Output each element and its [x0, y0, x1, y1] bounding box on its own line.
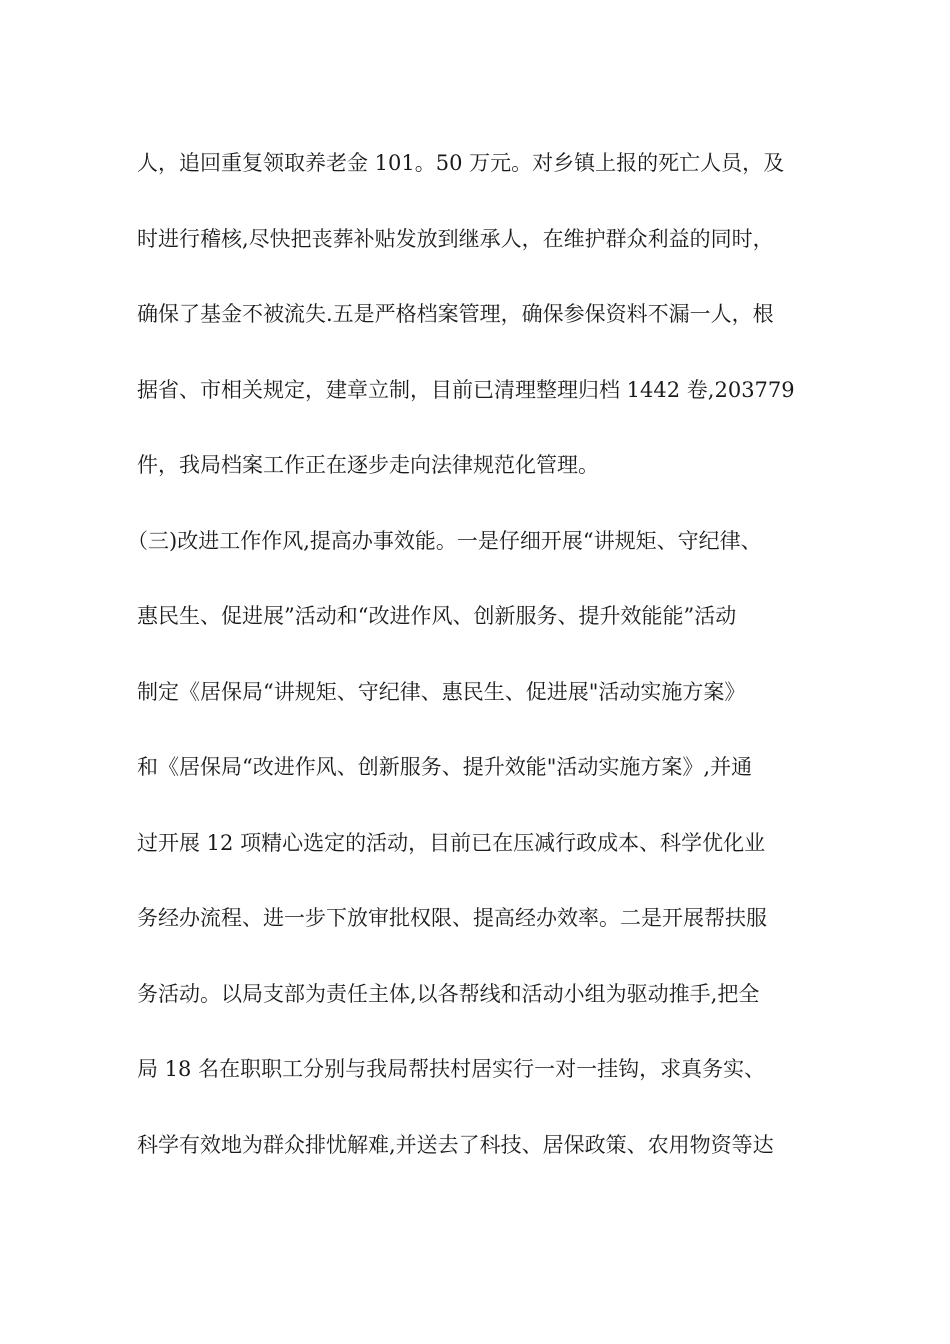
text-line: 制定《居保局“讲规矩、守纪律、惠民生、促进展"活动实施方案》: [137, 679, 746, 704]
text-line: 科学有效地为群众排忧解难,并送去了科技、居保政策、农用物资等达: [137, 1132, 774, 1157]
body-text: [127, 138, 837, 1195]
text-line: 据省、市相关规定，建章立制，目前已清理整理归档 1442 卷,203779: [137, 377, 795, 402]
text-line: 确保了基金不被流失.五是严格档案管理，确保参保资料不漏一人，根: [137, 302, 774, 326]
text-line: 件，我局档案工作正在逐步走向法律规范化管理。: [137, 453, 599, 477]
section-heading-line: （三)改进工作作风,提高办事效能。一是仔细开展“讲规矩、守纪律、: [127, 528, 762, 553]
text-line: 惠民生、促进展”活动和“改进作风、创新服务、提升效能能”活动: [137, 604, 737, 628]
text-line: 和《居保局“改进作风、创新服务、提升效能"活动实施方案》,并通: [137, 755, 753, 779]
text-line: 务经办流程、进一步下放审批权限、提高经办效率。二是开展帮扶服: [137, 906, 767, 930]
text-line: 务活动。以局支部为责任主体,以各帮线和活动小组为驱动推手,把全: [137, 981, 760, 1006]
text-line: 时进行稽核,尽快把丧葬补贴发放到继承人，在维护群众利益的同时，: [137, 226, 774, 251]
text-line: 人，追回重复领取养老金 101。50 万元。对乡镇上报的死亡人员，及: [137, 151, 785, 175]
text-line: 过开展 12 项精心选定的活动，目前已在压减行政成本、科学优化业: [137, 830, 766, 855]
text-line: 局 18 名在职职工分别与我局帮扶村居实行一对一挂钩，求真务实、: [137, 1057, 766, 1081]
